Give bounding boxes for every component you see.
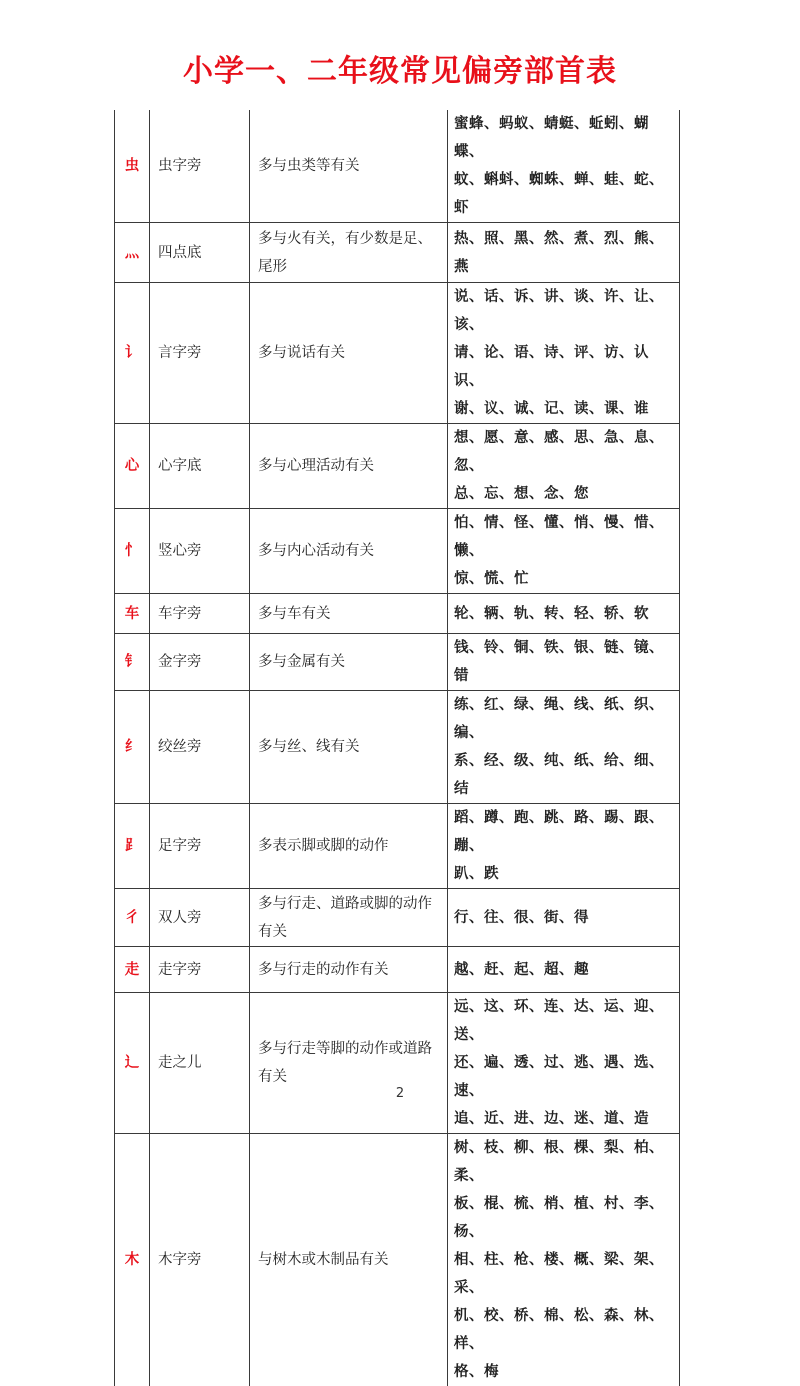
table-row bbox=[115, 947, 680, 993]
example-chars-cell bbox=[448, 110, 680, 223]
example-chars-line: 谢、议、诚、记、读、课、谁 bbox=[454, 395, 677, 423]
example-chars-line: 追、近、进、边、迷、道、造 bbox=[454, 1105, 677, 1133]
example-chars-line: 钱、铃、铜、铁、银、链、镜、错 bbox=[454, 634, 677, 690]
meaning-cell: 多与内心活动有关 bbox=[250, 509, 448, 594]
meaning-cell: 多与心理活动有关 bbox=[250, 424, 448, 509]
example-chars-line: 蹈、蹲、跑、跳、路、踢、跟、蹦、 bbox=[454, 804, 677, 860]
radical-cell: 走 bbox=[115, 947, 150, 993]
table-row bbox=[115, 889, 680, 947]
table-row bbox=[115, 594, 680, 634]
radical-table bbox=[114, 110, 680, 1386]
radical-name-cell: 四点底 bbox=[150, 223, 250, 283]
meaning-cell: 多与车有关 bbox=[250, 594, 448, 634]
radical-cell: 讠 bbox=[115, 283, 150, 424]
example-chars-line: 惊、慌、忙 bbox=[454, 565, 677, 593]
example-chars-cell bbox=[448, 691, 680, 804]
example-chars-cell bbox=[448, 634, 680, 691]
example-chars-line: 轮、辆、轨、转、轻、轿、软 bbox=[454, 600, 677, 628]
table-row bbox=[115, 509, 680, 594]
example-chars-cell bbox=[448, 804, 680, 889]
example-chars-line: 系、经、级、纯、纸、给、细、结 bbox=[454, 747, 677, 803]
example-chars-line: 机、校、桥、棉、松、森、林、样、 bbox=[454, 1302, 677, 1358]
example-chars-cell bbox=[448, 509, 680, 594]
radical-cell: 灬 bbox=[115, 223, 150, 283]
table-row bbox=[115, 283, 680, 424]
radical-name-cell: 金字旁 bbox=[150, 634, 250, 691]
example-chars-line: 远、这、环、连、达、运、迎、送、 bbox=[454, 993, 677, 1049]
radical-name-cell: 竖心旁 bbox=[150, 509, 250, 594]
radical-name-cell: 虫字旁 bbox=[150, 110, 250, 223]
example-chars-line: 越、赶、起、超、趣 bbox=[454, 956, 677, 984]
example-chars-cell bbox=[448, 283, 680, 424]
table-row bbox=[115, 1134, 680, 1386]
example-chars-cell bbox=[448, 424, 680, 509]
meaning-cell: 多与行走的动作有关 bbox=[250, 947, 448, 993]
example-chars-line: 趴、跌 bbox=[454, 860, 677, 888]
radical-name-cell: 走之儿 bbox=[150, 993, 250, 1134]
radical-name-cell: 心字底 bbox=[150, 424, 250, 509]
radical-cell: 车 bbox=[115, 594, 150, 634]
example-chars-line: 板、棍、梳、梢、植、村、李、杨、 bbox=[454, 1190, 677, 1246]
example-chars-line: 热、照、黑、然、煮、烈、熊、燕 bbox=[454, 225, 677, 281]
page-number: 2 bbox=[0, 1086, 800, 1101]
example-chars-cell bbox=[448, 947, 680, 993]
radical-name-cell: 车字旁 bbox=[150, 594, 250, 634]
example-chars-line: 蜜蜂、蚂蚁、蜻蜓、蚯蚓、蝴蝶、 bbox=[454, 110, 677, 166]
example-chars-line: 练、红、绿、绳、线、纸、织、编、 bbox=[454, 691, 677, 747]
example-chars-line: 相、柱、枪、楼、概、梁、架、采、 bbox=[454, 1246, 677, 1302]
example-chars-line: 说、话、诉、讲、谈、许、让、该、 bbox=[454, 283, 677, 339]
table-row bbox=[115, 634, 680, 691]
example-chars-cell bbox=[448, 223, 680, 283]
radical-cell: 虫 bbox=[115, 110, 150, 223]
example-chars-line: 怕、情、怪、懂、悄、慢、惜、懒、 bbox=[454, 509, 677, 565]
table-row bbox=[115, 110, 680, 223]
meaning-cell: 多与丝、线有关 bbox=[250, 691, 448, 804]
example-chars-line: 请、论、语、诗、评、访、认识、 bbox=[454, 339, 677, 395]
meaning-cell: 多与火有关，有少数是足、尾形 bbox=[250, 223, 448, 283]
example-chars-line: 蚊、蝌蚪、蜘蛛、蝉、蛙、蛇、虾 bbox=[454, 166, 677, 222]
radical-cell: 彳 bbox=[115, 889, 150, 947]
table-row bbox=[115, 223, 680, 283]
meaning-cell: 多与行走、道路或脚的动作有关 bbox=[250, 889, 448, 947]
radical-name-cell: 足字旁 bbox=[150, 804, 250, 889]
radical-name-cell: 绞丝旁 bbox=[150, 691, 250, 804]
example-chars-line: 总、忘、想、念、您 bbox=[454, 480, 677, 508]
radical-cell: 钅 bbox=[115, 634, 150, 691]
radical-cell: 忄 bbox=[115, 509, 150, 594]
table-row bbox=[115, 993, 680, 1134]
radical-cell: ⻊ bbox=[115, 804, 150, 889]
table-row bbox=[115, 804, 680, 889]
radical-name-cell: 言字旁 bbox=[150, 283, 250, 424]
meaning-cell: 多表示脚或脚的动作 bbox=[250, 804, 448, 889]
radical-name-cell: 木字旁 bbox=[150, 1134, 250, 1386]
example-chars-cell bbox=[448, 993, 680, 1134]
table-row bbox=[115, 424, 680, 509]
radical-name-cell: 走字旁 bbox=[150, 947, 250, 993]
table-row bbox=[115, 691, 680, 804]
meaning-cell: 多与金属有关 bbox=[250, 634, 448, 691]
radical-cell: 辶 bbox=[115, 993, 150, 1134]
example-chars-line: 格、梅 bbox=[454, 1358, 677, 1386]
example-chars-cell bbox=[448, 594, 680, 634]
example-chars-line: 想、愿、意、感、思、急、息、忽、 bbox=[454, 424, 677, 480]
radical-name-cell: 双人旁 bbox=[150, 889, 250, 947]
meaning-cell: 与树木或木制品有关 bbox=[250, 1134, 448, 1386]
radical-cell: 木 bbox=[115, 1134, 150, 1386]
radical-cell: 纟 bbox=[115, 691, 150, 804]
meaning-cell: 多与虫类等有关 bbox=[250, 110, 448, 223]
meaning-cell: 多与说话有关 bbox=[250, 283, 448, 424]
example-chars-line: 行、往、很、街、得 bbox=[454, 904, 677, 932]
page-title: 小学一、二年级常见偏旁部首表 bbox=[0, 52, 800, 92]
example-chars-line: 树、枝、柳、根、棵、梨、柏、柔、 bbox=[454, 1134, 677, 1190]
radical-cell: 心 bbox=[115, 424, 150, 509]
meaning-cell: 多与行走等脚的动作或道路有关 bbox=[250, 993, 448, 1134]
example-chars-line: 还、遍、透、过、逃、遇、选、速、 bbox=[454, 1049, 677, 1105]
example-chars-cell bbox=[448, 889, 680, 947]
example-chars-cell bbox=[448, 1134, 680, 1386]
